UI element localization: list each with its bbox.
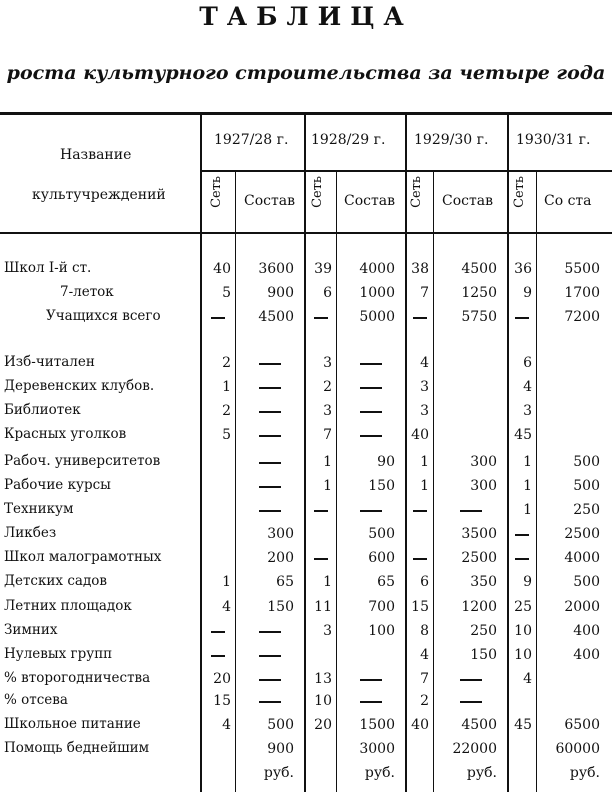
table-cell: 1 <box>523 454 532 470</box>
table-cell: 4000 <box>359 261 395 277</box>
table-cell: 9 <box>523 285 532 301</box>
table-cell: 90 <box>377 454 395 470</box>
table-cell: 1 <box>523 502 532 518</box>
table-cell: 400 <box>573 623 600 639</box>
table-cell-dash <box>360 701 382 703</box>
table-cell: 4 <box>523 379 532 395</box>
sostav-header: Состав <box>244 193 295 209</box>
table-cell: 250 <box>573 502 600 518</box>
table-cell: 500 <box>573 574 600 590</box>
table-cell: 5 <box>222 427 231 443</box>
table-cell: 5500 <box>564 261 600 277</box>
table-cell: 300 <box>470 478 497 494</box>
row-label: Рабочие курсы <box>4 477 111 493</box>
table-cell-dash <box>259 486 281 488</box>
table-cell: 150 <box>368 478 395 494</box>
table-cell-dash <box>460 510 482 512</box>
row-label: Школ I-й ст. <box>4 260 92 276</box>
table-cell: 3 <box>523 403 532 419</box>
table-cell: 1 <box>420 478 429 494</box>
row-label: Детских садов <box>4 573 107 589</box>
row-label: Нулевых групп <box>4 646 113 662</box>
table-cell: 10 <box>514 623 532 639</box>
table-cell: 900 <box>267 741 294 757</box>
table-cell: 1250 <box>461 285 497 301</box>
table-cell: 1200 <box>461 599 497 615</box>
row-label: Помощь беднейшим <box>4 740 150 756</box>
table-cell: 900 <box>267 285 294 301</box>
table-cell-dash <box>259 510 281 512</box>
sostav-header: Состав <box>442 193 493 209</box>
table-cell: 2000 <box>564 599 600 615</box>
table-cell: 150 <box>267 599 294 615</box>
table-cell: 6 <box>523 355 532 371</box>
table-cell-dash <box>314 510 328 512</box>
table-cell: 500 <box>573 454 600 470</box>
row-label: Ликбез <box>4 525 57 541</box>
net-header: Сеть <box>409 176 424 208</box>
table-cell: 1700 <box>564 285 600 301</box>
table-cell-dash <box>360 387 382 389</box>
table-cell: 10 <box>514 647 532 663</box>
table-cell-dash <box>515 558 529 560</box>
table-cell: руб. <box>569 765 600 781</box>
table-cell: 400 <box>573 647 600 663</box>
table-cell: 3 <box>420 379 429 395</box>
table-cell-dash <box>515 317 529 319</box>
table-cell: 7 <box>323 427 332 443</box>
table-cell: 3 <box>420 403 429 419</box>
row-label: Изб-читален <box>4 354 95 370</box>
table-cell-dash <box>413 317 427 319</box>
table-cell: 250 <box>470 623 497 639</box>
table-cell-dash <box>460 701 482 703</box>
table-cell: 2 <box>323 379 332 395</box>
table-cell: 1000 <box>359 285 395 301</box>
table-cell-dash <box>360 435 382 437</box>
table-cell: 40 <box>411 717 429 733</box>
table-cell: 3 <box>323 403 332 419</box>
net-header: Сеть <box>512 176 527 208</box>
row-label: Школ малограмотных <box>4 549 162 565</box>
table-cell: 700 <box>368 599 395 615</box>
table-cell: 4 <box>523 671 532 687</box>
table-cell: 7 <box>420 671 429 687</box>
table-cell-dash <box>360 363 382 365</box>
row-label: Зимних <box>4 622 58 638</box>
table-cell: 38 <box>411 261 429 277</box>
table-cell-dash <box>314 558 328 560</box>
table-cell: 3500 <box>461 526 497 542</box>
table-cell: 20 <box>314 717 332 733</box>
row-label: % второгодничества <box>4 670 151 686</box>
table-cell: 45 <box>514 427 532 443</box>
table-cell: 600 <box>368 550 395 566</box>
table-cell-dash <box>211 631 225 633</box>
table-cell-dash <box>413 558 427 560</box>
sostav-header: Со ста <box>544 193 592 209</box>
table-cell-dash <box>314 317 328 319</box>
table-cell: 20 <box>213 671 231 687</box>
table-cell-dash <box>211 655 225 657</box>
table-cell: 100 <box>368 623 395 639</box>
table-cell: 3600 <box>258 261 294 277</box>
table-cell: 40 <box>411 427 429 443</box>
sostav-header: Состав <box>344 193 395 209</box>
row-label: Рабоч. университетов <box>4 453 161 469</box>
table-cell: 2 <box>222 355 231 371</box>
table-cell: 36 <box>514 261 532 277</box>
net-header: Сеть <box>310 176 325 208</box>
table-cell: 39 <box>314 261 332 277</box>
table-cell: 2500 <box>564 526 600 542</box>
table-cell: 4 <box>420 355 429 371</box>
row-label: Летних площадок <box>4 598 132 614</box>
table-subtitle: роста культурного строительства за четыре года <box>6 62 606 84</box>
table-cell: 5 <box>222 285 231 301</box>
table-cell-dash <box>259 679 281 681</box>
table-cell: 1 <box>523 478 532 494</box>
table-cell: 60000 <box>555 741 600 757</box>
net-header: Сеть <box>209 176 224 208</box>
table-cell: 200 <box>267 550 294 566</box>
table-cell: 1 <box>323 478 332 494</box>
table-cell-dash <box>259 655 281 657</box>
table-cell: 4500 <box>258 309 294 325</box>
row-label: Техникум <box>4 501 74 517</box>
table-cell: руб. <box>466 765 497 781</box>
table-cell: 1 <box>222 574 231 590</box>
table-cell: 500 <box>573 478 600 494</box>
table-cell: 1 <box>323 454 332 470</box>
table-cell: 350 <box>470 574 497 590</box>
row-label: Учащихся всего <box>46 308 161 324</box>
year-1927: 1927/28 г. <box>214 132 289 148</box>
table-cell: 1500 <box>359 717 395 733</box>
row-label: 7-леток <box>60 284 114 300</box>
table-cell: 13 <box>314 671 332 687</box>
row-label: Школьное питание <box>4 716 141 732</box>
row-label: % отсева <box>4 692 68 708</box>
table-cell: руб. <box>364 765 395 781</box>
table-cell: 500 <box>267 717 294 733</box>
table-cell-dash <box>360 679 382 681</box>
table-cell: 2500 <box>461 550 497 566</box>
table-cell: 22000 <box>452 741 497 757</box>
table-cell: 4500 <box>461 261 497 277</box>
table-cell: 2 <box>222 403 231 419</box>
table-cell-dash <box>211 317 225 319</box>
top-rule <box>0 112 612 115</box>
table-cell: 5000 <box>359 309 395 325</box>
table-cell-dash <box>259 462 281 464</box>
year-1929: 1929/30 г. <box>414 132 489 148</box>
header-name-line2: культучреждений <box>32 187 166 203</box>
table-cell-dash <box>413 510 427 512</box>
table-cell: 5750 <box>461 309 497 325</box>
table-cell-dash <box>259 411 281 413</box>
table-cell: 1 <box>420 454 429 470</box>
table-cell: 3 <box>323 623 332 639</box>
name-column-rule <box>200 112 202 792</box>
table-cell: 45 <box>514 717 532 733</box>
table-cell-dash <box>360 411 382 413</box>
table-cell: 7 <box>420 285 429 301</box>
table-cell-dash <box>515 534 529 536</box>
table-title: ТАБЛИЦА <box>199 2 413 31</box>
table-cell: 8 <box>420 623 429 639</box>
header-bottom-rule <box>0 232 612 234</box>
table-cell-dash <box>259 435 281 437</box>
table-cell: 300 <box>470 454 497 470</box>
table-cell: 6 <box>420 574 429 590</box>
row-label: Библиотек <box>4 402 81 418</box>
table-cell: 9 <box>523 574 532 590</box>
table-cell: 3 <box>323 355 332 371</box>
year1-end-rule <box>304 112 306 792</box>
table-cell: 3000 <box>359 741 395 757</box>
table-cell: 15 <box>213 693 231 709</box>
table-cell: 1 <box>222 379 231 395</box>
table-cell: 500 <box>368 526 395 542</box>
table-cell: 10 <box>314 693 332 709</box>
table-cell-dash <box>259 363 281 365</box>
table-cell: 11 <box>314 599 332 615</box>
table-cell-dash <box>360 510 382 512</box>
table-cell: 6500 <box>564 717 600 733</box>
table-cell: 4 <box>420 647 429 663</box>
table-cell: 150 <box>470 647 497 663</box>
table-cell: 4 <box>222 599 231 615</box>
table-cell: 7200 <box>564 309 600 325</box>
table-cell: 65 <box>276 574 294 590</box>
table-cell: 2 <box>420 693 429 709</box>
table-cell: 300 <box>267 526 294 542</box>
row-label: Деревенских клубов. <box>4 378 155 394</box>
table-cell: руб. <box>263 765 294 781</box>
table-cell: 65 <box>377 574 395 590</box>
table-cell: 40 <box>213 261 231 277</box>
table-cell: 4 <box>222 717 231 733</box>
table-cell-dash <box>460 679 482 681</box>
header-name-line1: Название <box>60 147 132 163</box>
year2-end-rule <box>405 112 407 792</box>
table-cell: 1 <box>323 574 332 590</box>
table-cell-dash <box>259 701 281 703</box>
table-cell-dash <box>259 631 281 633</box>
year3-end-rule <box>507 112 509 792</box>
table-cell-dash <box>259 387 281 389</box>
table-cell: 4000 <box>564 550 600 566</box>
row-label: Красных уголков <box>4 426 127 442</box>
year-1928: 1928/29 г. <box>311 132 386 148</box>
year-1930: 1930/31 г. <box>516 132 591 148</box>
table-cell: 6 <box>323 285 332 301</box>
table-cell: 15 <box>411 599 429 615</box>
table-cell: 25 <box>514 599 532 615</box>
table-cell: 4500 <box>461 717 497 733</box>
